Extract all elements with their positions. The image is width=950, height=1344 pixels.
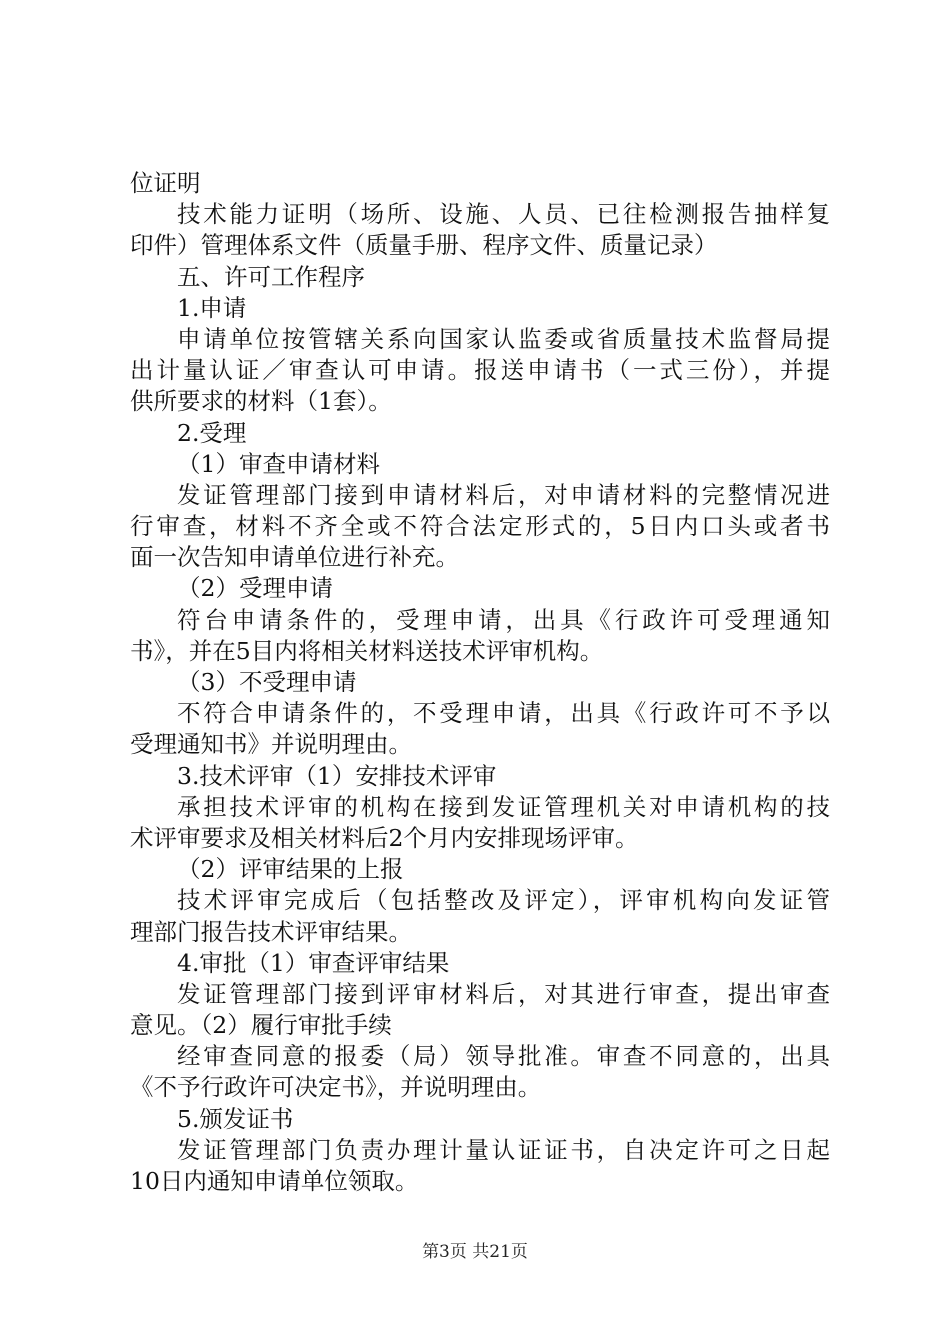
text-line: 技术能力证明（场所、设施、人员、已往检测报告抽样复 bbox=[177, 200, 830, 229]
text-line: 理部门报告技术评审结果。 bbox=[130, 917, 412, 946]
item-heading: （3）不受理申请 bbox=[177, 668, 357, 696]
subsection-heading: 4.审批（1）审查评审结果 bbox=[177, 948, 450, 977]
text-line: 不符合申请条件的，不受理申请，出具《行政许可不予以 bbox=[177, 699, 830, 728]
text-line: 10日内通知申请单位领取。 bbox=[130, 1167, 419, 1195]
item-heading: （1）审查申请材料 bbox=[177, 449, 380, 478]
text-line: 受理通知书》并说明理由。 bbox=[130, 730, 412, 759]
subsection-heading: 2.受理 bbox=[177, 418, 247, 447]
subsection-heading: 1.申请 bbox=[177, 293, 247, 322]
text-line: 发证管理部门负责办理计量认证证书，自决定许可之日起 bbox=[177, 1135, 830, 1164]
text-line: 《不予行政许可决定书》，并说明理由。 bbox=[130, 1073, 542, 1102]
text-line: 发证管理部门接到申请材料后，对申请材料的完整情况进 bbox=[177, 480, 830, 509]
text-line: 出计量认证／审查认可申请。报送申请书（一式三份），并提 bbox=[130, 356, 830, 385]
item-heading: （2）评审结果的上报 bbox=[177, 855, 404, 884]
document-body bbox=[130, 168, 830, 1197]
text-line: 位证明 bbox=[130, 169, 201, 197]
text-line: 书》，并在5目内将相关材料送技术评审机构。 bbox=[130, 636, 604, 665]
text-line: 技术评审完成后（包括整改及评定），评审机构向发证管 bbox=[177, 886, 830, 915]
text-line: 申请单位按管辖关系向国家认监委或省质量技术监督局提 bbox=[177, 324, 830, 353]
text-line: 行审查，材料不齐全或不符合法定形式的，5日内口头或者书 bbox=[130, 512, 830, 541]
item-heading: （2）受理申请 bbox=[177, 574, 333, 603]
text-line: 术评审要求及相关材料后2个月内安排现场评审。 bbox=[130, 823, 639, 852]
text-line: 面一次告知申请单位进行补充。 bbox=[130, 543, 459, 572]
text-line: 发证管理部门接到评审材料后，对其进行审查，提出审查 bbox=[177, 979, 830, 1008]
text-line: 经审查同意的报委（局）领导批准。审查不同意的，出具 bbox=[177, 1042, 830, 1071]
text-line: 意见。（2）履行审批手续 bbox=[130, 1011, 392, 1040]
subsection-heading: 3.技术评审（1）安排技术评审 bbox=[177, 761, 497, 790]
section-heading: 五、许可工作程序 bbox=[177, 262, 365, 291]
text-line: 承担技术评审的机构在接到发证管理机关对申请机构的技 bbox=[177, 792, 830, 821]
subsection-heading: 5.颁发证书 bbox=[177, 1104, 294, 1133]
text-line: 符台申请条件的，受理申请，出具《行政许可受理通知 bbox=[177, 605, 830, 634]
text-line: 印件）管理体系文件（质量手册、程序文件、质量记录） bbox=[130, 231, 718, 260]
text-line: 供所要求的材料（1套）。 bbox=[130, 387, 392, 416]
page-number-footer: 第3页 共21页 bbox=[422, 1242, 528, 1262]
